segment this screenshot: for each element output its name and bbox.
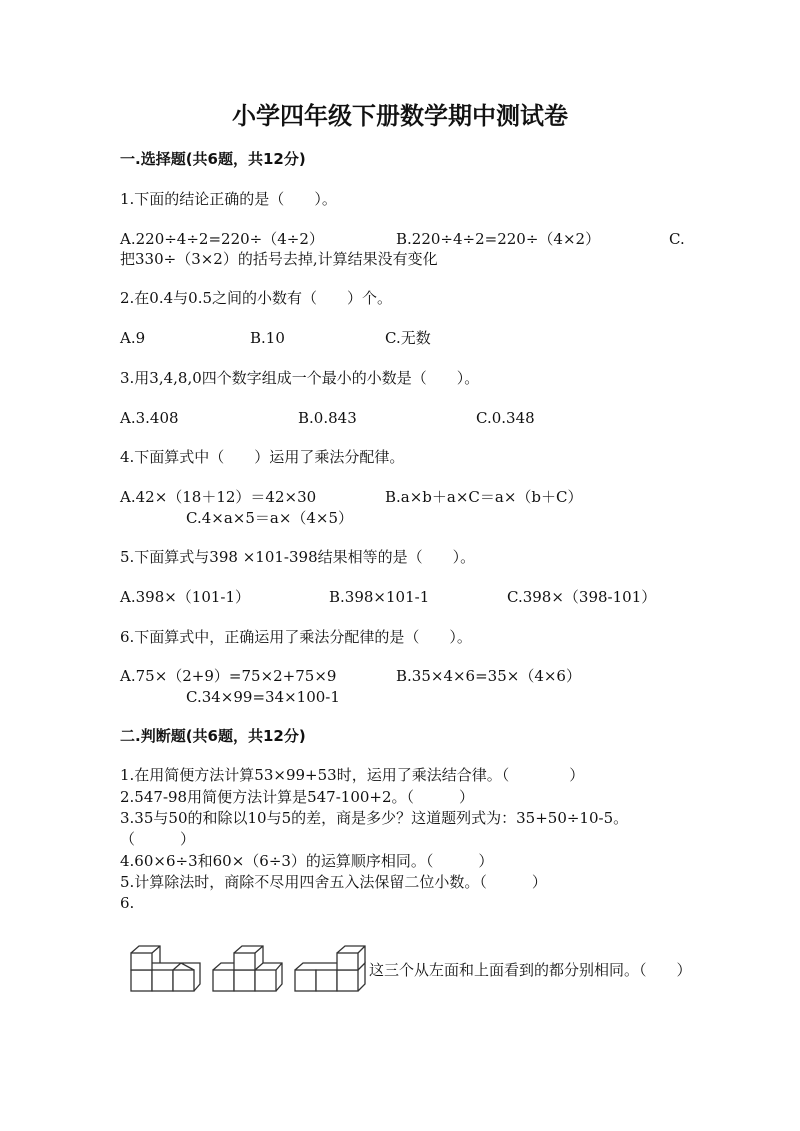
question-1-stem: 1.下面的结论正确的是（ ）。 <box>120 190 337 208</box>
question-6-option-c: C.34×99=34×100-1 <box>186 688 340 706</box>
question-1-option-c: C. <box>669 230 685 248</box>
judge-item-4: 4.60×6÷3和60×（6÷3）的运算顺序相同。（ ） <box>120 852 494 870</box>
question-2-stem: 2.在0.4与0.5之间的小数有（ ）个。 <box>120 289 393 307</box>
question-5-option-a: A.398×（101-1） <box>120 588 251 606</box>
question-5-option-b: B.398×101-1 <box>329 588 430 606</box>
question-3-option-b: B.0.843 <box>298 409 357 427</box>
question-4-stem: 4.下面算式中（ ）运用了乘法分配律。 <box>120 448 405 466</box>
question-4-option-c: C.4×a×5＝a×（4×5） <box>186 509 354 527</box>
question-5-option-c: C.398×（398-101） <box>507 588 657 606</box>
question-6-stem: 6.下面算式中，正确运用了乘法分配律的是（ ）。 <box>120 628 472 646</box>
judge-item-3: 3.35与50的和除以10与5的差，商是多少？这道题列式为：35+50÷10-5。 <box>120 809 629 827</box>
question-2-option-b: B.10 <box>250 329 285 347</box>
question-6-option-a: A.75×（2+9）=75×2+75×9 <box>120 667 337 685</box>
question-3-option-a: A.3.408 <box>120 409 179 427</box>
cube-stack-1 <box>131 946 200 991</box>
question-3-stem: 3.用3,4,8,0四个数字组成一个最小的小数是（ ）。 <box>120 369 480 387</box>
question-5-stem: 5.下面算式与398 ×101-398结果相等的是（ ）。 <box>120 548 476 566</box>
question-6-option-b: B.35×4×6=35×（4×6） <box>396 667 581 685</box>
question-1-option-c-text: 把330÷（3×2）的括号去掉,计算结果没有变化 <box>120 250 438 268</box>
judge-item-1: 1.在用简便方法计算53×99+53时，运用了乘法结合律。（ ） <box>120 766 585 784</box>
judge-item-2: 2.547-98用简便方法计算是547-100+2。（ ） <box>120 788 475 806</box>
cube-stack-3 <box>295 946 365 991</box>
question-1-option-b: B.220÷4÷2=220÷（4×2） <box>396 230 601 248</box>
question-2-option-c: C.无数 <box>385 329 431 347</box>
section-heading-choice: 一.选择题(共6题，共12分) <box>120 150 306 168</box>
page-title: 小学四年级下册数学期中测试卷 <box>232 101 568 130</box>
cube-stack-2 <box>213 946 282 991</box>
question-4-option-b: B.a×b＋a×C＝a×（b＋C） <box>385 488 583 506</box>
judge-item-3-brackets: （ ） <box>120 830 196 848</box>
question-2-option-a: A.9 <box>120 329 146 347</box>
judge-item-6-text: 这三个从左面和上面看到的都分别相同。（ ） <box>369 961 692 979</box>
question-1-option-a: A.220÷4÷2=220÷（4÷2） <box>120 230 324 248</box>
question-3-option-c: C.0.348 <box>476 409 535 427</box>
judge-item-5: 5.计算除法时，商除不尽用四舍五入法保留二位小数。（ ） <box>120 873 547 891</box>
section-heading-judge: 二.判断题(共6题，共12分) <box>120 727 306 745</box>
judge-item-6: 6. <box>120 894 135 912</box>
question-4-option-a: A.42×（18＋12）＝42×30 <box>120 488 317 506</box>
cube-stacks-figure <box>125 938 375 998</box>
